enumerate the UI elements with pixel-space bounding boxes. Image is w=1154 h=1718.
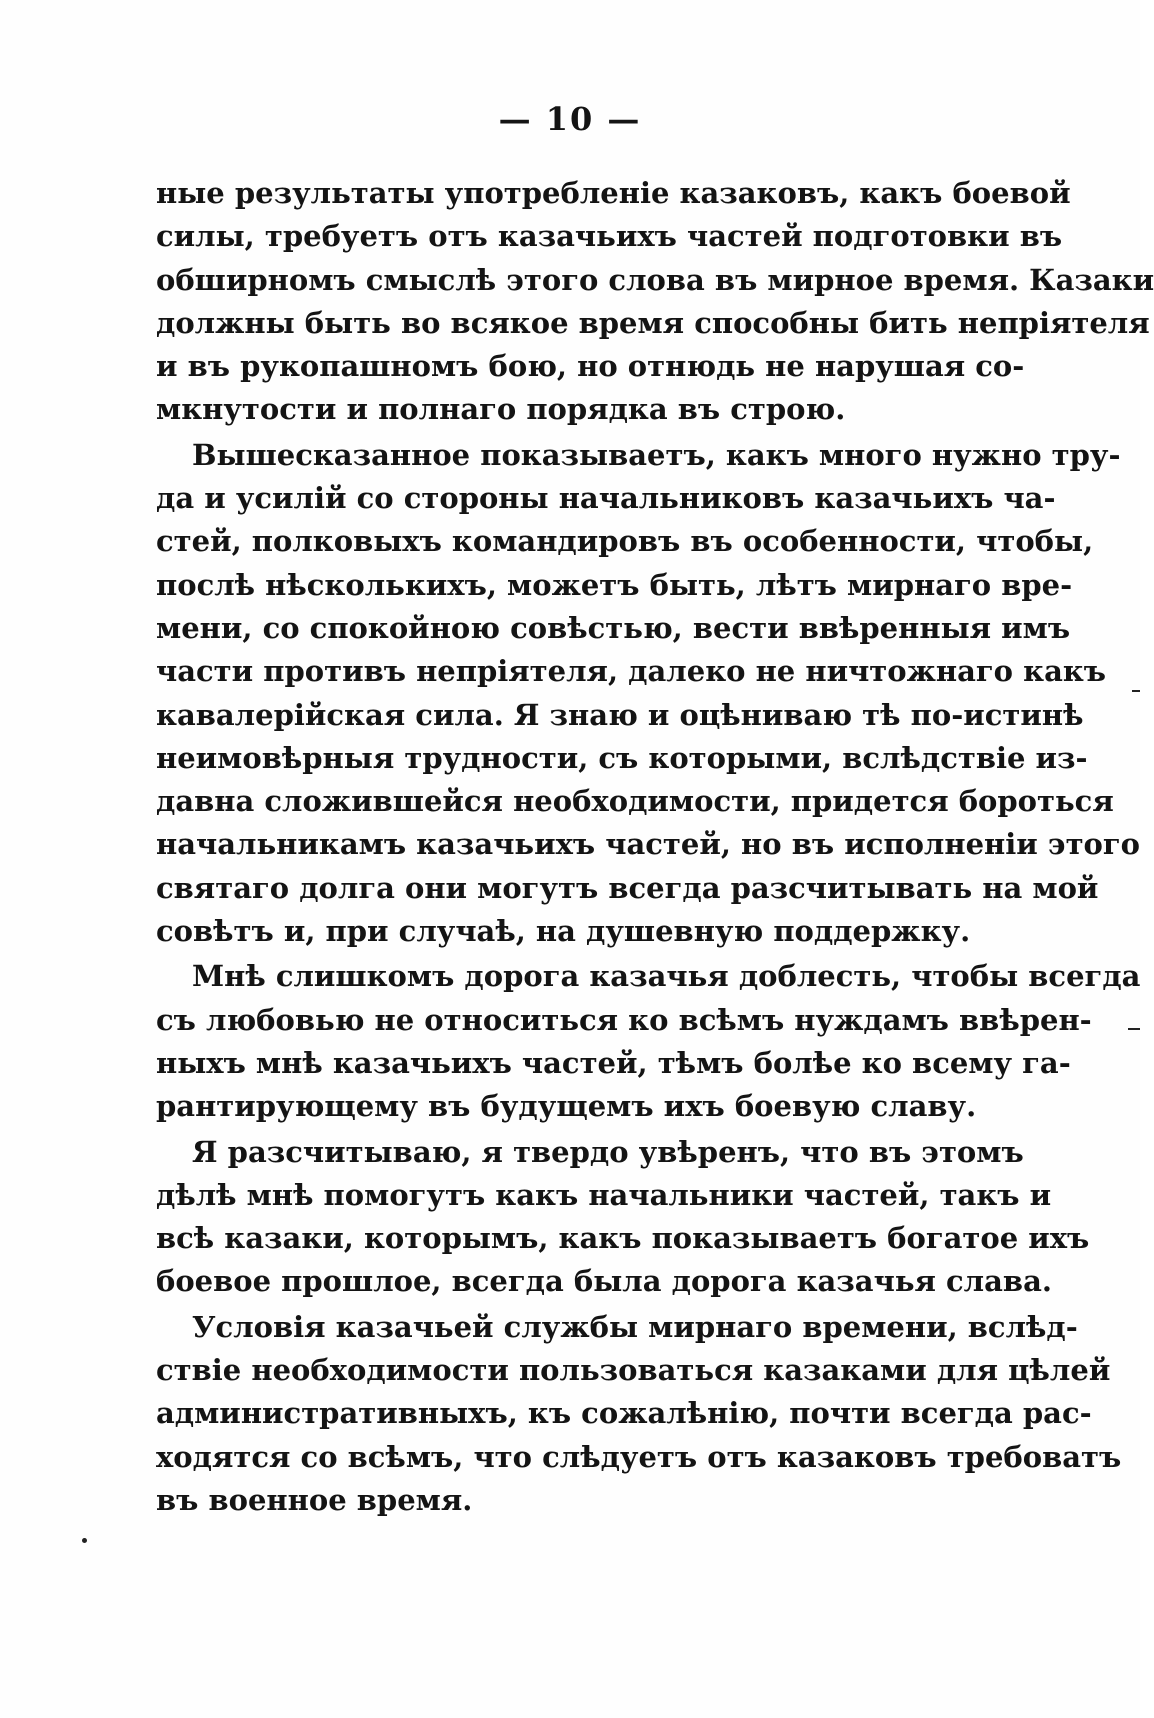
text-line: Вышесказанное показываетъ, какъ много нужно тру-: [192, 437, 1121, 472]
text-line: святаго долга они могутъ всегда разсчитывать на мой: [156, 870, 1099, 905]
ink-dot: [82, 1538, 87, 1543]
text-line: давна сложившейся необходимости, придется бороться: [156, 784, 1114, 819]
text-line: ходятся со всѣмъ, что слѣдуетъ отъ казаковъ требоватъ: [156, 1439, 1122, 1474]
text-line: мени, со спокойною совѣстью, вести ввѣренныя имъ: [156, 610, 1071, 645]
text-line: кавалерійская сила. Я знаю и оцѣниваю тѣ по-истинѣ: [156, 697, 1084, 732]
margin-mark: [1132, 690, 1140, 692]
text-line: части противъ непріятеля, далеко не ничтожнаго какъ: [156, 654, 1107, 689]
text-line: да и усилій со стороны начальниковъ казачьихъ ча-: [156, 481, 1056, 516]
margin-mark: [1128, 1028, 1140, 1030]
text-line: начальникамъ казачьихъ частей, но въ исполненіи этого: [156, 827, 1140, 862]
paragraph-1: [156, 172, 1154, 432]
text-line: совѣтъ и, при случаѣ, на душевную поддержку.: [156, 914, 971, 949]
paragraph-4: [156, 1131, 1090, 1304]
text-line: Условія казачьей службы мирнаго времени, вслѣд-: [192, 1309, 1078, 1344]
text-line: въ военное время.: [156, 1482, 473, 1517]
text-line: и въ рукопашномъ бою, но отнюдь не нарушая со-: [156, 349, 1025, 384]
text-line: ныхъ мнѣ казачьихъ частей, тѣмъ болѣе ко всему га-: [156, 1045, 1071, 1080]
text-line: всѣ казаки, которымъ, какъ показываетъ богатое ихъ: [156, 1221, 1090, 1256]
text-line: силы, требуетъ отъ казачьихъ частей подготовки въ: [156, 219, 1063, 254]
text-body: [156, 172, 1154, 1522]
text-line: стей, полковыхъ командировъ въ особенности, чтобы,: [156, 524, 1094, 559]
page-number: — 10 —: [498, 100, 642, 138]
text-line: Я разсчитываю, я твердо увѣренъ, что въ этомъ: [192, 1134, 1024, 1169]
text-line: дѣлѣ мнѣ помогутъ какъ начальники частей, такъ и: [156, 1177, 1052, 1212]
text-line: послѣ нѣсколькихъ, можетъ быть, лѣтъ мирнаго вре-: [156, 567, 1073, 602]
text-line: мкнутости и полнаго порядка въ строю.: [156, 392, 846, 427]
text-line: неимовѣрныя трудности, съ которыми, вслѣдствіе из-: [156, 740, 1088, 775]
paragraph-3: [156, 955, 1141, 1128]
text-line: административныхъ, къ сожалѣнію, почти всегда рас-: [156, 1396, 1092, 1431]
text-line: съ любовью не относиться ко всѣмъ нуждамъ ввѣрен-: [156, 1002, 1092, 1037]
text-line: рантирующему въ будущемъ ихъ боевую славу.: [156, 1089, 977, 1124]
text-line: боевое прошлое, всегда была дорога казачья слава.: [156, 1264, 1052, 1299]
paragraph-5: [156, 1306, 1122, 1522]
text-line: ствіе необходимости пользоваться казаками для цѣлей: [156, 1353, 1111, 1388]
text-line: ные результаты употребленіе казаковъ, какъ боевой: [156, 176, 1071, 210]
text-line: Мнѣ слишкомъ дорога казачья доблесть, чтобы всегда: [192, 959, 1141, 994]
text-line: обширномъ смыслѣ этого слова въ мирное время. Казаки: [156, 262, 1154, 297]
paragraph-2: [156, 434, 1140, 954]
text-line: должны быть во всякое время способны бить непріятеля: [156, 305, 1150, 340]
